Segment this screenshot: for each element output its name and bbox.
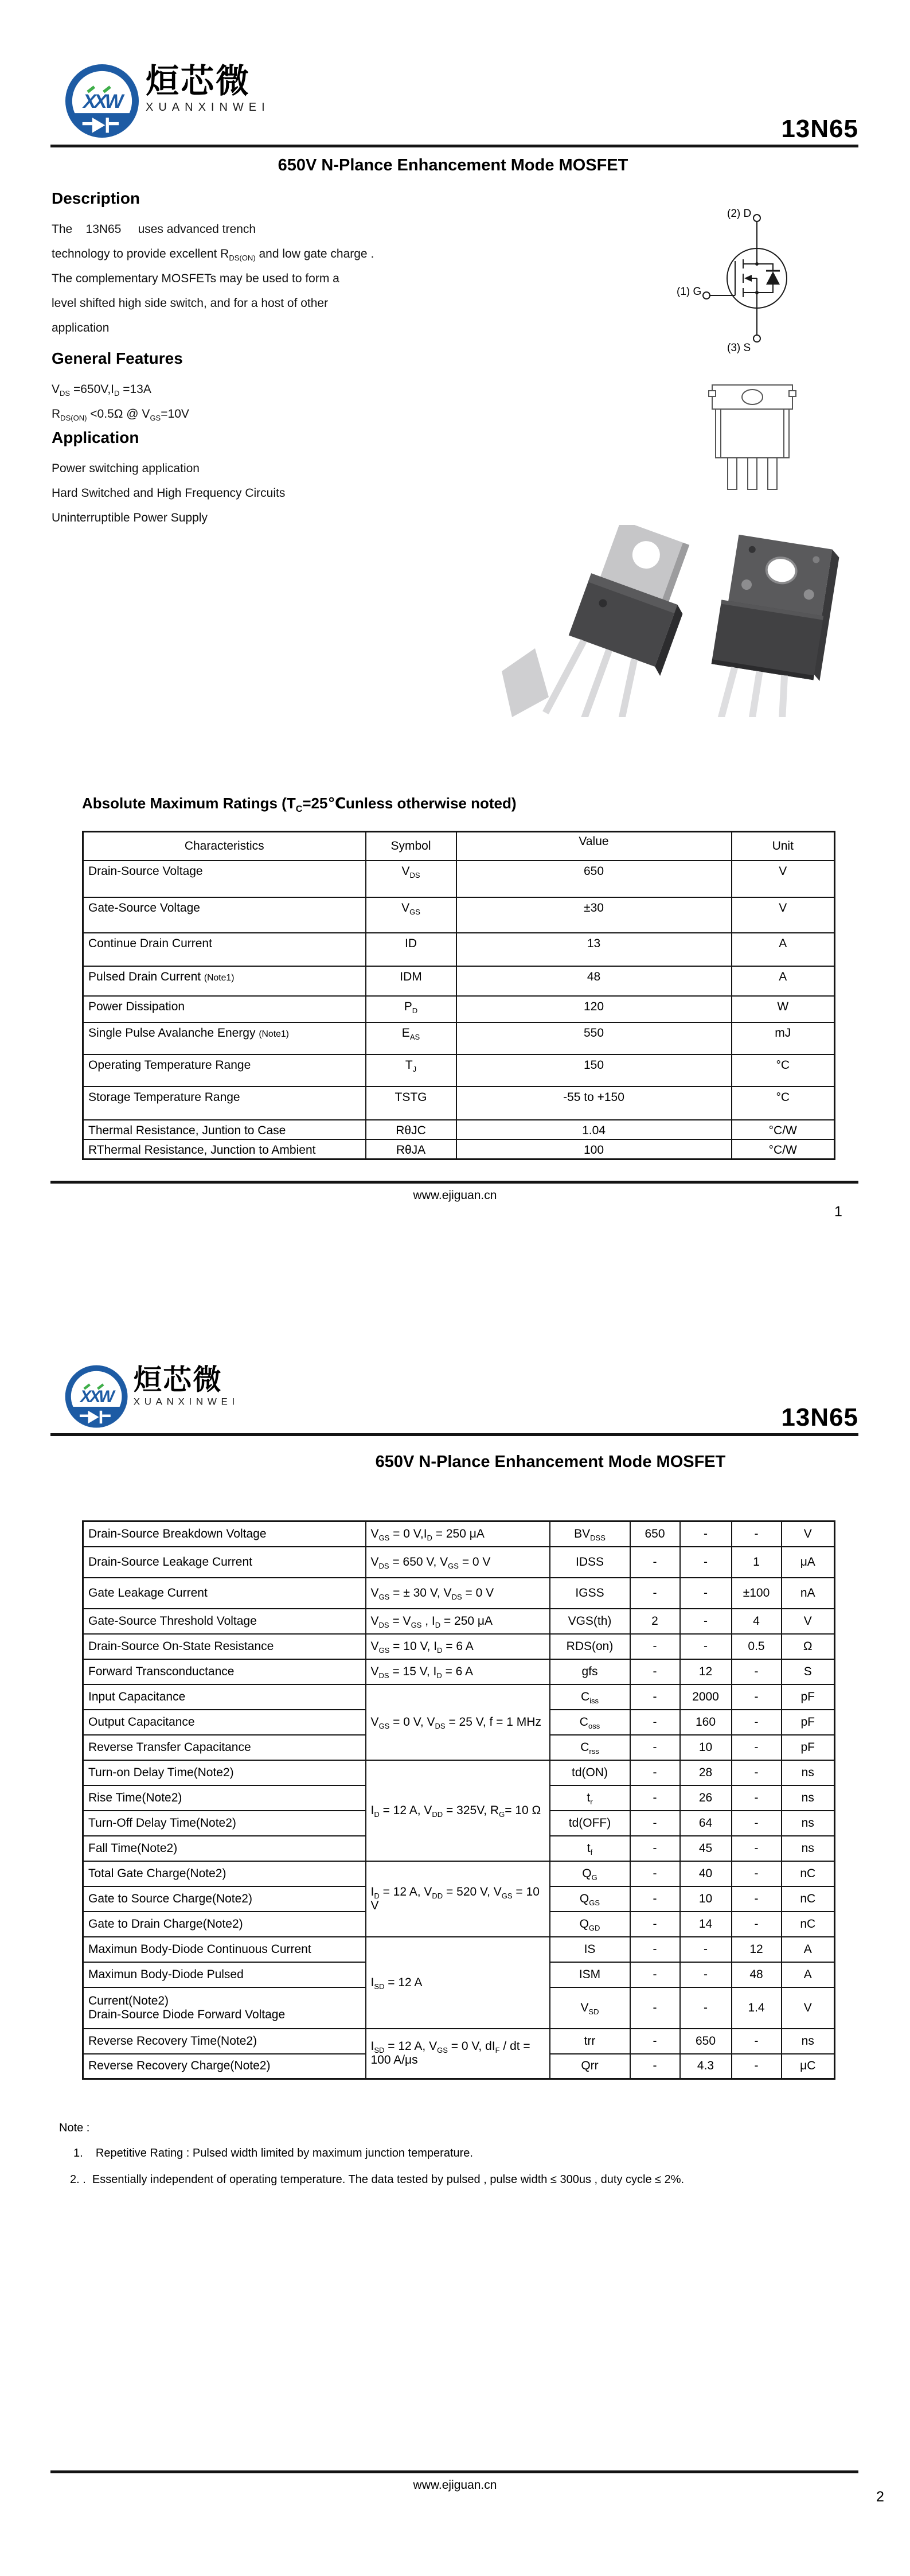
cell-symbol: $t_f$	[550, 1836, 630, 1861]
cell-typ: 64	[680, 1811, 732, 1836]
cell-value: 120	[456, 996, 732, 1022]
cell-characteristic: Gate to Drain Charge(Note2)	[83, 1912, 366, 1937]
note-label: Note :	[59, 2122, 90, 2134]
cell-value: ±30	[456, 897, 732, 933]
cell-max: 48	[732, 1962, 782, 1987]
page-subtitle: 650V N-Plance Enhancement Mode MOSFET	[375, 1453, 726, 1471]
table-row	[83, 1522, 835, 1547]
cell-unit: nC	[782, 1912, 835, 1937]
table-row	[83, 933, 835, 966]
package-outline-drawing	[707, 383, 798, 495]
cell-typ: -	[680, 1522, 732, 1547]
cell-max: -	[732, 1886, 782, 1912]
cell-typ: 650	[680, 2029, 732, 2054]
table-header-row	[83, 832, 835, 861]
col-header-symbol: Symbol	[366, 832, 456, 861]
cell-max: -	[732, 1785, 782, 1811]
cell-unit: pF	[782, 1710, 835, 1735]
company-logo	[64, 1364, 239, 1429]
cell-symbol: IDSS	[550, 1547, 630, 1578]
page-number: 2	[876, 2489, 884, 2505]
part-number-title: 13N65	[781, 115, 858, 143]
logo-english-name: XUANXINWEI	[146, 100, 270, 114]
cell-unit: ns	[782, 1760, 835, 1785]
cell-unit: A	[782, 1962, 835, 1987]
description-heading: Description	[52, 189, 140, 207]
footer-url: www.ejiguan.cn	[413, 2478, 497, 2492]
description-line: technology to provide excellent $R_{DS(ON)}$ and low gate charge .	[52, 247, 374, 263]
ratings-heading: Absolute Maximum Ratings ($T_C=25℃unless$ otherwise noted)	[82, 795, 517, 815]
cell-symbol: TSTG	[366, 1087, 456, 1120]
cell-unit: °C/W	[732, 1120, 835, 1139]
cell-condition: $V_{GS} = 10$ V, $I_D = 6$ A	[366, 1634, 550, 1659]
cell-characteristic: Drain-Source Breakdown Voltage	[83, 1522, 366, 1547]
cell-symbol: $Q_{GD}$	[550, 1912, 630, 1937]
cell-unit: W	[732, 996, 835, 1022]
table-row	[83, 2029, 835, 2054]
cell-min: -	[630, 1811, 680, 1836]
cell-typ: -	[680, 1578, 732, 1609]
cell-typ: -	[680, 1547, 732, 1578]
cell-symbol: $V_{DS}$	[366, 861, 456, 897]
logo-emblem-icon	[64, 1364, 128, 1429]
cell-symbol: td(OFF)	[550, 1811, 630, 1836]
page-subtitle: 650V N-Plance Enhancement Mode MOSFET	[278, 156, 628, 174]
cell-max: -	[732, 1522, 782, 1547]
cell-characteristic: Input Capacitance	[83, 1684, 366, 1710]
cell-unit: °C	[732, 1087, 835, 1120]
cell-unit: μC	[782, 2054, 835, 2079]
cell-unit: V	[782, 1609, 835, 1634]
note-2: 2. . Essentially independent of operating temperature. The data tested by pulsed , pulse width ≤ 300us , duty cycle ≤ 2%.	[70, 2173, 685, 2186]
table-row	[83, 1022, 835, 1054]
cell-condition: $V_{GS} = 0$ V, $V_{DS} = 25$ V, f = 1 MHz	[366, 1684, 550, 1760]
cell-min: -	[630, 1659, 680, 1684]
cell-min: -	[630, 1547, 680, 1578]
cell-characteristic: Pulsed Drain Current (Note1)	[83, 966, 366, 996]
cell-typ: 2000	[680, 1684, 732, 1710]
description-line: application	[52, 321, 110, 334]
cell-min: 650	[630, 1522, 680, 1547]
cell-value: 48	[456, 966, 732, 996]
cell-typ: 10	[680, 1735, 732, 1760]
cell-max: 12	[732, 1937, 782, 1962]
cell-min: -	[630, 1634, 680, 1659]
cell-typ: -	[680, 1962, 732, 1987]
package-photos	[485, 525, 846, 717]
cell-characteristic: Operating Temperature Range	[83, 1054, 366, 1087]
cell-symbol: $P_D$	[366, 996, 456, 1022]
cell-min: -	[630, 1937, 680, 1962]
cell-symbol: IDM	[366, 966, 456, 996]
cell-min: -	[630, 2029, 680, 2054]
cell-value: 150	[456, 1054, 732, 1087]
cell-characteristic: Maximun Body-Diode Pulsed	[83, 1962, 366, 1987]
cell-typ: 40	[680, 1861, 732, 1886]
cell-characteristic: Drain-Source Leakage Current	[83, 1547, 366, 1578]
cell-unit: ns	[782, 1836, 835, 1861]
table-row	[83, 1578, 835, 1609]
cell-unit: nA	[782, 1578, 835, 1609]
cell-unit: μA	[782, 1547, 835, 1578]
cell-min: -	[630, 1735, 680, 1760]
cell-characteristic: Reverse Transfer Capacitance	[83, 1735, 366, 1760]
cell-characteristic: Fall Time(Note2)	[83, 1836, 366, 1861]
cell-symbol: VGS(th)	[550, 1609, 630, 1634]
cell-condition: $V_{DS} = V_{GS}$ , $I_D = 250$ μA	[366, 1609, 550, 1634]
cell-typ: 4.3	[680, 2054, 732, 2079]
header-rule	[50, 1433, 858, 1436]
cell-max: -	[732, 2054, 782, 2079]
table-row	[83, 996, 835, 1022]
cell-min: -	[630, 1785, 680, 1811]
cell-characteristic: Output Capacitance	[83, 1710, 366, 1735]
cell-min: -	[630, 1836, 680, 1861]
cell-symbol: $V_{SD}$	[550, 1987, 630, 2029]
footer-url: www.ejiguan.cn	[413, 1189, 497, 1202]
table-row	[83, 897, 835, 933]
cell-unit: S	[782, 1659, 835, 1684]
cell-characteristic: Total Gate Charge(Note2)	[83, 1861, 366, 1886]
cell-unit: ns	[782, 2029, 835, 2054]
application-heading: Application	[52, 429, 139, 446]
cell-condition: $V_{GS}$ = ± 30 V, $V_{DS} = 0$ V	[366, 1578, 550, 1609]
cell-characteristic: Reverse Recovery Charge(Note2)	[83, 2054, 366, 2079]
cell-typ: 26	[680, 1785, 732, 1811]
cell-unit: V	[782, 1522, 835, 1547]
cell-symbol: $C_{rss}$	[550, 1735, 630, 1760]
logo-chinese-name: 烜芯微	[133, 1364, 223, 1396]
cell-characteristic: Drain-Source Voltage	[83, 861, 366, 897]
cell-condition: $V_{DS} = 15$ V, $I_D = 6$ A	[366, 1659, 550, 1684]
cell-unit: V	[732, 861, 835, 897]
cell-value: 650	[456, 861, 732, 897]
cell-characteristic: Turn-on Delay Time(Note2)	[83, 1760, 366, 1785]
table-row	[83, 1937, 835, 1962]
cell-unit: ns	[782, 1811, 835, 1836]
cell-value: 1.04	[456, 1120, 732, 1139]
cell-max: -	[732, 1836, 782, 1861]
table-row	[83, 1634, 835, 1659]
pin-label-gate: (1) G	[677, 286, 702, 298]
cell-max: -	[732, 1811, 782, 1836]
cell-value: 550	[456, 1022, 732, 1054]
cell-symbol: $V_{GS}$	[366, 897, 456, 933]
description-section	[52, 189, 464, 530]
table-row	[83, 1659, 835, 1684]
cell-typ: -	[680, 1634, 732, 1659]
table-row	[83, 1139, 835, 1159]
table-row	[83, 1609, 835, 1634]
cell-min: -	[630, 1760, 680, 1785]
cell-value: 13	[456, 933, 732, 966]
table-row	[83, 1547, 835, 1578]
table-row	[83, 1861, 835, 1886]
cell-characteristic: Rise Time(Note2)	[83, 1785, 366, 1811]
cell-unit: A	[782, 1937, 835, 1962]
table-row	[83, 1087, 835, 1120]
cell-characteristic: Forward Transconductance	[83, 1659, 366, 1684]
logo-english-name: XUANXINWEI	[133, 1396, 239, 1407]
cell-symbol: ID	[366, 933, 456, 966]
cell-characteristic: Thermal Resistance, Juntion to Case	[83, 1120, 366, 1139]
description-line: The complementary MOSFETs may be used to form a	[52, 272, 339, 285]
cell-condition: $I_D = 12$ A, $V_{DD} = 325V$, $R_G= 10$ Ω	[366, 1760, 550, 1861]
cell-characteristic: Continue Drain Current	[83, 933, 366, 966]
col-header-characteristics: Characteristics	[83, 832, 366, 861]
application-line: Uninterruptible Power Supply	[52, 511, 208, 524]
cell-unit: ns	[782, 1785, 835, 1811]
note-1: 1. Repetitive Rating : Pulsed width limited by maximum junction temperature.	[73, 2147, 473, 2159]
cell-unit: °C/W	[732, 1139, 835, 1159]
cell-min: 2	[630, 1609, 680, 1634]
mosfet-symbol-icon	[677, 207, 814, 355]
cell-typ: 160	[680, 1710, 732, 1735]
to220-package-photo	[540, 525, 705, 717]
logo-text	[146, 63, 270, 114]
cell-max: -	[732, 1735, 782, 1760]
cell-symbol: $C_{iss}$	[550, 1684, 630, 1710]
logo-monogram: XXW	[83, 90, 122, 112]
to220f-package-photo	[700, 534, 841, 717]
cell-unit: A	[732, 933, 835, 966]
cell-typ: 28	[680, 1760, 732, 1785]
cell-max: -	[732, 1659, 782, 1684]
cell-value: 100	[456, 1139, 732, 1159]
cell-symbol: $C_{oss}$	[550, 1710, 630, 1735]
description-line: level shifted high side switch, and for a host of other	[52, 297, 329, 310]
cell-min: -	[630, 1684, 680, 1710]
cell-max: -	[732, 1861, 782, 1886]
cell-characteristic: Power Dissipation	[83, 996, 366, 1022]
table-row	[83, 1054, 835, 1087]
cell-unit: nC	[782, 1861, 835, 1886]
footer-rule	[50, 1181, 858, 1184]
cell-symbol: IGSS	[550, 1578, 630, 1609]
col-header-value: Value	[456, 832, 732, 861]
cell-condition: $V_{DS} = 650$ V, $V_{GS} = 0$ V	[366, 1547, 550, 1578]
cell-condition: $I_{SD} = 12$ A, $V_{GS} = 0$ V, $dI_F$ / dt = 100 A/μs	[366, 2029, 550, 2079]
logo-emblem-icon	[64, 63, 140, 139]
cell-typ: -	[680, 1609, 732, 1634]
cell-typ: -	[680, 1987, 732, 2029]
cell-characteristic: Reverse Recovery Time(Note2)	[83, 2029, 366, 2054]
footer-rule	[50, 2470, 858, 2473]
cell-min: -	[630, 1987, 680, 2029]
feature-line: $R_{DS(ON)} <0.5\Omega$ @ $V_{GS}=10V$	[52, 407, 189, 423]
cell-symbol: $BV_{DSS}$	[550, 1522, 630, 1547]
table-row	[83, 1120, 835, 1139]
cell-symbol: $E_{AS}$	[366, 1022, 456, 1054]
cell-unit: pF	[782, 1684, 835, 1710]
col-header-unit: Unit	[732, 832, 835, 861]
cell-symbol: $t_r$	[550, 1785, 630, 1811]
application-line: Power switching application	[52, 462, 200, 475]
cell-condition: $I_D = 12$ A, $V_{DD} = 520$ V, $V_{GS} = 10$ V	[366, 1861, 550, 1937]
cell-max: ±100	[732, 1578, 782, 1609]
cell-max: 1	[732, 1547, 782, 1578]
cell-unit: pF	[782, 1735, 835, 1760]
cell-min: -	[630, 1710, 680, 1735]
pin-label-source: (3) S	[727, 342, 751, 354]
electrical-characteristics-table	[82, 1520, 835, 2080]
cell-symbol: $Q_{GS}$	[550, 1886, 630, 1912]
cell-condition: $I_{SD} = 12$ A	[366, 1937, 550, 2029]
cell-symbol: RθJA	[366, 1139, 456, 1159]
header-rule	[50, 145, 858, 147]
cell-characteristic: Single Pulse Avalanche Energy (Note1)	[83, 1022, 366, 1054]
cell-unit: nC	[782, 1886, 835, 1912]
cell-typ: 45	[680, 1836, 732, 1861]
mosfet-symbol-diagram	[677, 207, 826, 356]
cell-symbol: $T_J$	[366, 1054, 456, 1087]
cell-characteristic: RThermal Resistance, Junction to Ambient	[83, 1139, 366, 1159]
cell-characteristic: Turn-Off Delay Time(Note2)	[83, 1811, 366, 1836]
logo-text	[134, 1364, 239, 1407]
cell-condition: $V_{GS} = 0$ $V,I_D = 250$ μA	[366, 1522, 550, 1547]
general-features-heading: General Features	[52, 349, 183, 367]
partial-package-photo	[502, 648, 549, 717]
table-row	[83, 1684, 835, 1710]
cell-symbol: $Q_G$	[550, 1861, 630, 1886]
cell-characteristic: Maximun Body-Diode Continuous Current	[83, 1937, 366, 1962]
cell-characteristic: Gate-Source Threshold Voltage	[83, 1609, 366, 1634]
cell-min: -	[630, 1886, 680, 1912]
cell-typ: 10	[680, 1886, 732, 1912]
feature-line: $V_{DS} =650V,I_D =13A$	[52, 383, 151, 398]
cell-value: -55 to +150	[456, 1087, 732, 1120]
cell-min: -	[630, 1578, 680, 1609]
cell-max: 1.4	[732, 1987, 782, 2029]
company-logo	[64, 63, 270, 139]
cell-unit: V	[732, 897, 835, 933]
cell-max: -	[732, 1912, 782, 1937]
table-row	[83, 861, 835, 897]
cell-characteristic: Gate Leakage Current	[83, 1578, 366, 1609]
cell-min: -	[630, 1861, 680, 1886]
cell-unit: Ω	[782, 1634, 835, 1659]
cell-min: -	[630, 1912, 680, 1937]
cell-unit: A	[732, 966, 835, 996]
cell-max: -	[732, 1684, 782, 1710]
cell-typ: -	[680, 1937, 732, 1962]
cell-characteristic: Drain-Source On-State Resistance	[83, 1634, 366, 1659]
cell-symbol: gfs	[550, 1659, 630, 1684]
cell-symbol: ISM	[550, 1962, 630, 1987]
cell-typ: 14	[680, 1912, 732, 1937]
cell-min: -	[630, 1962, 680, 1987]
cell-unit: mJ	[732, 1022, 835, 1054]
cell-symbol: td(ON)	[550, 1760, 630, 1785]
absolute-maximum-ratings-table	[82, 831, 835, 1160]
cell-characteristic: Gate to Source Charge(Note2)	[83, 1886, 366, 1912]
cell-symbol: RθJC	[366, 1120, 456, 1139]
logo-chinese-name: 烜芯微	[146, 63, 251, 100]
cell-unit: °C	[732, 1054, 835, 1087]
cell-symbol: RDS(on)	[550, 1634, 630, 1659]
cell-min: -	[630, 2054, 680, 2079]
cell-max: -	[732, 1760, 782, 1785]
cell-symbol: IS	[550, 1937, 630, 1962]
cell-max: -	[732, 2029, 782, 2054]
pin-label-drain: (2) D	[727, 208, 752, 220]
table-row	[83, 966, 835, 996]
cell-max: -	[732, 1710, 782, 1735]
table-row	[83, 1760, 835, 1785]
cell-max: 0.5	[732, 1634, 782, 1659]
cell-unit: V	[782, 1987, 835, 2029]
part-number-title: 13N65	[781, 1403, 858, 1431]
cell-symbol: Qrr	[550, 2054, 630, 2079]
cell-symbol: trr	[550, 2029, 630, 2054]
cell-typ: 12	[680, 1659, 732, 1684]
cell-characteristic: Storage Temperature Range	[83, 1087, 366, 1120]
cell-characteristic: Gate-Source Voltage	[83, 897, 366, 933]
cell-characteristic: Current(Note2) Drain-Source Diode Forward Voltage	[83, 1987, 366, 2029]
page-number: 1	[834, 1204, 842, 1220]
description-line: The 13N65 uses advanced trench	[52, 223, 256, 236]
application-line: Hard Switched and High Frequency Circuits	[52, 487, 286, 500]
logo-monogram: XXW	[80, 1388, 113, 1407]
cell-max: 4	[732, 1609, 782, 1634]
